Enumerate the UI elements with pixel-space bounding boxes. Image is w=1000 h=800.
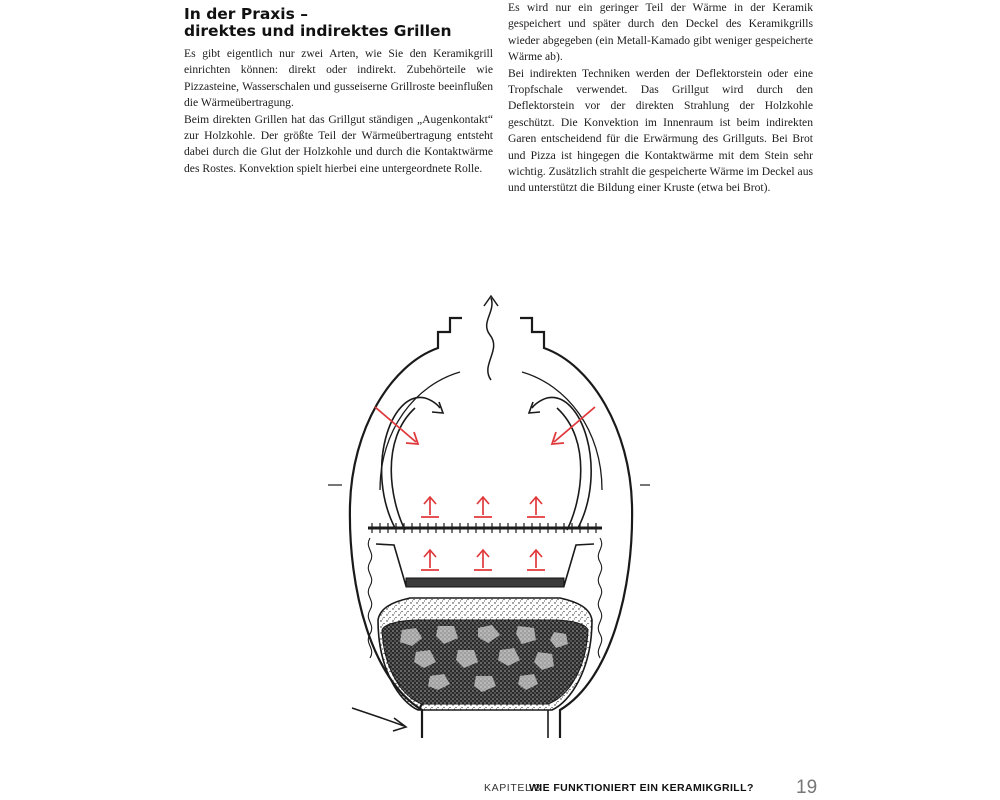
air-intake-arrow [352, 708, 406, 731]
convection-arrows [382, 397, 592, 530]
page-footer [484, 777, 824, 799]
rising-heat-arrows [421, 497, 545, 570]
paragraph-indirect-grilling: Bei indirekten Techniken werden der Deflektorstein oder eine Tropfschale verwendet. Das Grillgut wird durch den Deflektorstein vor der direkten Strahlung der Holzkohle geschützt. Die Konvektion im Innenraum ist beim indirekten Garen entscheidend für die Erwärmung des Grillguts. Bei Brot und Pizza ist hingegen die Kontaktwärme mit dem Stein sehr wichtig. Zusätzlich strahlt die gespeicherte Wärme im Deckel aus und unterstützt die Bildung einer Kruste (etwa bei Brot). [508, 66, 813, 195]
exhaust-arrow [484, 296, 498, 380]
deflector-stone [376, 544, 594, 587]
section-heading-line-1: In der Praxis – [184, 5, 308, 23]
page-number: 19 [796, 777, 818, 798]
chapter-label: KAPITEL 3 [484, 782, 541, 794]
grill-feet [422, 710, 548, 738]
fire-bowl [378, 598, 592, 710]
chapter-title: WIE FUNKTIONIERT EIN KERAMIKGRILL? [529, 782, 754, 794]
paragraph-direct-grilling: Beim direkten Grillen hat das Grillgut ständigen „Augenkontakt“ zur Holzkohle. Der größte Teil der Wärmeübertragung entsteht dabei durch die Glut der Holzkohle und durch die Kontaktwärme des Rostes. Konvektion spielt hierbei eine untergeordnete Rolle. [184, 112, 493, 175]
right-text-column [508, 0, 813, 197]
grill-inner-wall [380, 372, 602, 490]
paragraph-heat-storage: Es wird nur ein geringer Teil der Wärme in der Keramik gespeichert und später durch den Deckel des Keramikgrills wieder abgegeben (ein Metall-Kamado gibt weniger gespeicherte Wärme ab). [508, 1, 813, 64]
paragraph-setup: Es gibt eigentlich nur zwei Arten, wie Sie den Keramikgrill einrichten können: direkt oder indirekt. Zubehörteile wie Pizzasteine, Wasserschalen und gusseiserne Grillroste beeinflußen die Wärmeübertragung. [184, 47, 493, 110]
section-heading-line-2: direktes und indirektes Grillen [184, 22, 452, 40]
kamado-grill-illustration [320, 290, 650, 768]
left-text-column [184, 46, 493, 177]
section-heading [184, 6, 504, 40]
